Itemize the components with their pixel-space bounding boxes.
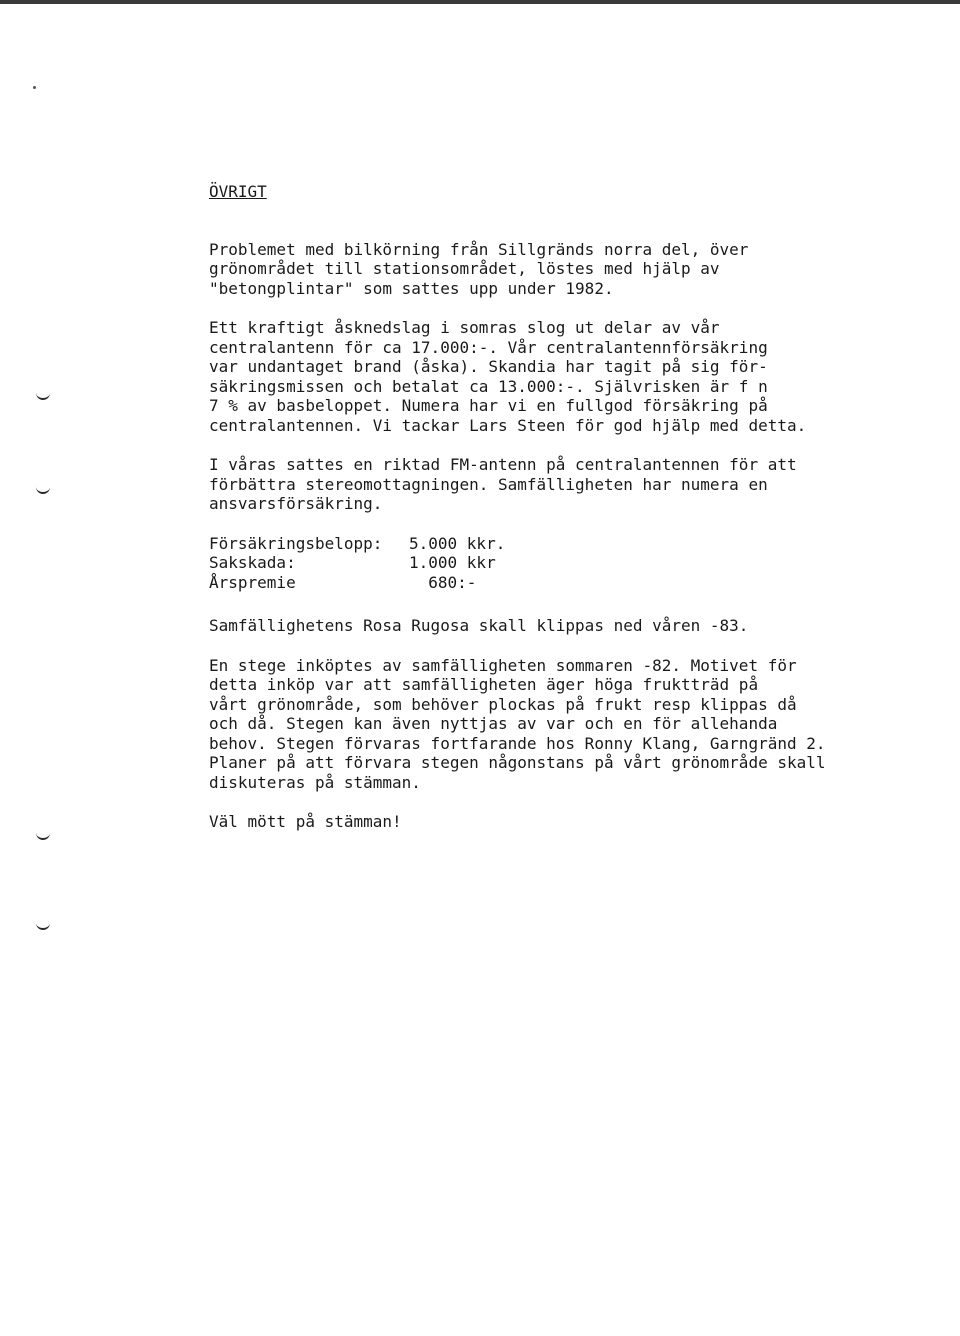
text-line: detta inköp var att samfälligheten äger höga fruktträd på — [209, 675, 759, 694]
text-line: grönområdet till stationsområdet, löstes med hjälp av — [209, 259, 720, 278]
text-line: behov. Stegen förvaras fortfarande hos Ronny Klang, Garngränd 2. — [209, 733, 826, 753]
text-line: centralantennen. Vi tackar Lars Steen för god hjälp med detta. — [209, 415, 807, 435]
paragraph-roses — [209, 616, 889, 636]
paragraph-ladder — [209, 656, 889, 793]
binding-hole-mark — [36, 486, 50, 494]
insurance-value: 5.000 kkr. — [409, 533, 506, 553]
insurance-label: Sakskada: — [209, 553, 296, 572]
text-line: Problemet med bilkörning från Sillgränds norra del, över — [209, 239, 749, 259]
text-line: Samfällighetens Rosa Rugosa skall klippas ned våren -83. — [209, 616, 749, 635]
insurance-label: Försäkringsbelopp: — [209, 533, 383, 553]
insurance-row — [209, 553, 889, 573]
scan-top-edge — [0, 0, 960, 4]
paragraph-traffic — [209, 240, 889, 299]
paragraph-fm-antenna — [209, 455, 889, 514]
text-line: och då. Stegen kan även nyttjas av var och en för allehanda — [209, 714, 778, 733]
text-line: förbättra stereomottagningen. Samfälligheten har numera en — [209, 474, 768, 494]
text-line: var undantaget brand (åska). Skandia har tagit på sig för- — [209, 357, 768, 376]
text-line: vårt grönområde, som behöver plockas på frukt resp klippas då — [209, 694, 797, 714]
binding-hole-mark — [36, 392, 50, 400]
paragraph-lightning — [209, 318, 889, 435]
text-line: Planer på att förvara stegen någonstans på vårt grönområde skall — [209, 753, 826, 772]
text-line: centralantenn för ca 17.000:-. Vår centralantennförsäkring — [209, 337, 768, 357]
text-line: diskuteras på stämman. — [209, 772, 421, 792]
scan-speck — [33, 86, 36, 89]
insurance-value: 680:- — [409, 572, 477, 592]
text-line: "betongplintar" som sattes upp under 1982. — [209, 278, 614, 298]
text-line: ansvarsförsäkring. — [209, 494, 383, 513]
text-line: Ett kraftigt åsknedslag i somras slog ut delar av vår — [209, 318, 720, 337]
binding-hole-mark — [36, 832, 50, 840]
closing-line: Väl mött på stämman! — [209, 812, 402, 831]
insurance-summary — [209, 534, 889, 593]
insurance-row — [209, 573, 889, 593]
text-line: 7 % av basbeloppet. Numera har vi en fullgod försäkring på — [209, 396, 768, 415]
text-line: En stege inköptes av samfälligheten sommaren -82. Motivet för — [209, 655, 797, 675]
insurance-row — [209, 534, 889, 554]
insurance-label: Årspremie — [209, 572, 296, 592]
text-line: säkringsmissen och betalat ca 13.000:-. Självrisken är f n — [209, 376, 768, 396]
binding-hole-mark — [36, 922, 50, 930]
section-heading: ÖVRIGT — [209, 182, 267, 201]
text-line: I våras sattes en riktad FM-antenn på centralantennen för att — [209, 455, 797, 474]
insurance-value: 1.000 kkr — [409, 553, 496, 572]
document-page — [209, 182, 889, 832]
